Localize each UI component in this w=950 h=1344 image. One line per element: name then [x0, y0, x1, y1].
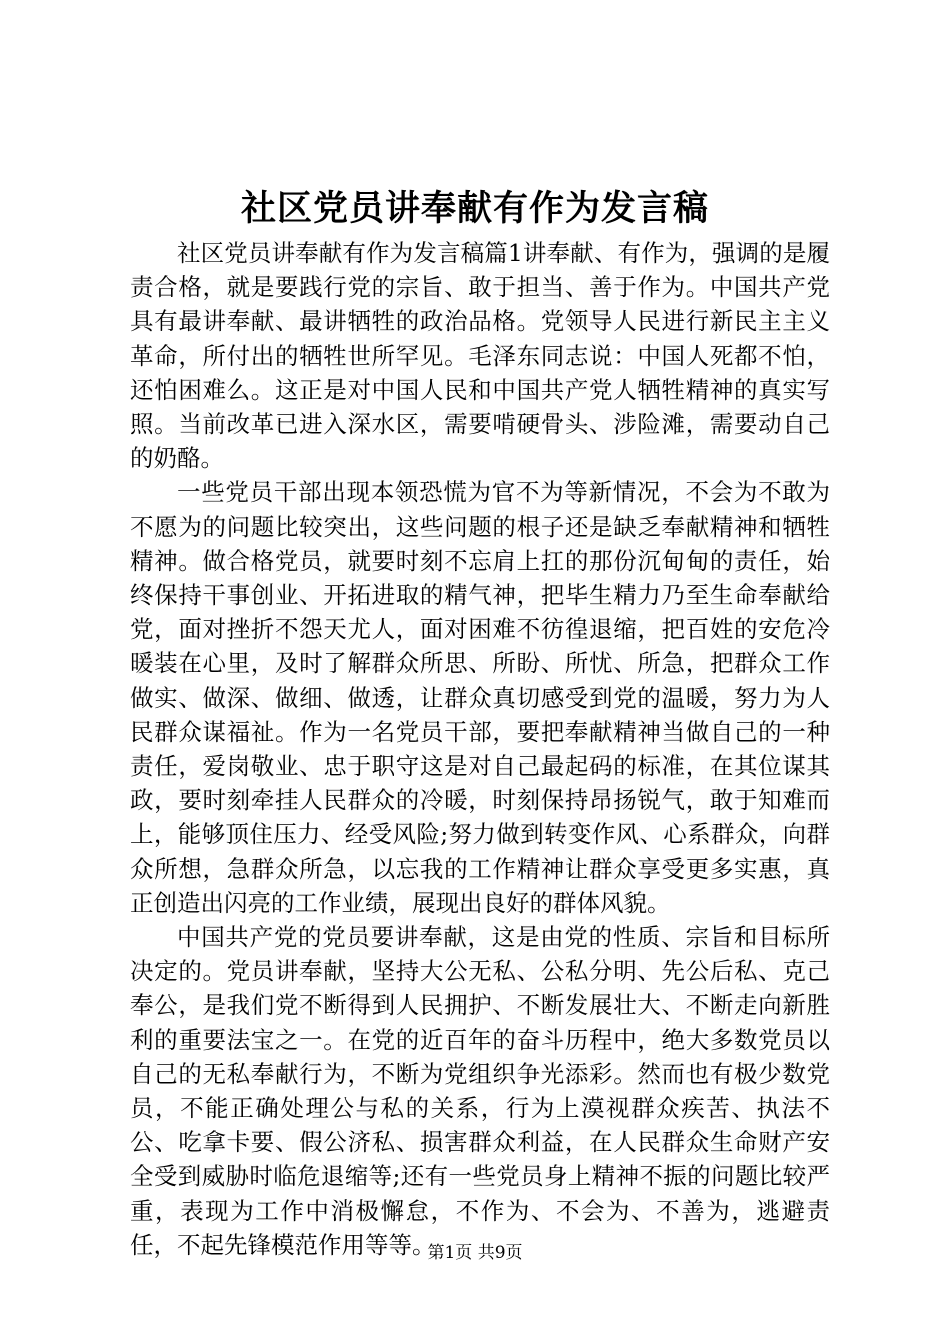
document-title: 社区党员讲奉献有作为发言稿	[240, 189, 709, 229]
document-body	[130, 236, 830, 1262]
body-paragraph-2: 一些党员干部出现本领恐慌为官不为等新情况，不会为不敢为不愿为的问题比较突出，这些问题的根子还是缺乏奉献精神和牺牲精神。做合格党员，就要时刻不忘肩上扛的那份沉甸甸的责任，始终保持干事创业、开拓进取的精气神，把毕生精力乃至生命奉献给党，面对挫折不怨天尤人，面对困难不彷徨退缩，把百姓的安危冷暖装在心里，及时了解群众所思、所盼、所忧、所急，把群众工作做实、做深、做细、做透，让群众真切感受到党的温暖，努力为人民群众谋福祉。作为一名党员干部，要把奉献精神当做自己的一种责任，爱岗敬业、忠于职守这是对自己最起码的标准，在其位谋其政，要时刻牵挂人民群众的冷暖，时刻保持昂扬锐气，敢于知难而上，能够顶住压力、经受风险;努力做到转变作风、心系群众，向群众所想，急群众所急，以忘我的工作精神让群众享受更多实惠，真正创造出闪亮的工作业绩，展现出良好的群体风貌。	[130, 478, 830, 917]
page-number-footer: 第1页 共9页	[427, 1243, 523, 1263]
body-paragraph-3: 中国共产党的党员要讲奉献，这是由党的性质、宗旨和目标所决定的。党员讲奉献，坚持大公无私、公私分明、先公后私、克己奉公，是我们党不断得到人民拥护、不断发展壮大、不断走向新胜利的重要法宝之一。在党的近百年的奋斗历程中，绝大多数党员以自己的无私奉献行为，不断为党组织争光添彩。然而也有极少数党员，不能正确处理公与私的关系，行为上漠视群众疾苦、执法不公、吃拿卡要、假公济私、损害群众利益，在人民群众生命财产安全受到威胁时临危退缩等;还有一些党员身上精神不振的问题比较严重，表现为工作中消极懈怠，不作为、不会为、不善为，逃避责任，不起先锋模范作用等等。	[130, 923, 830, 1259]
body-paragraph-1: 社区党员讲奉献有作为发言稿篇1讲奉献、有作为，强调的是履责合格，就是要践行党的宗旨、敢于担当、善于作为。中国共产党具有最讲奉献、最讲牺牲的政治品格。党领导人民进行新民主主义革命，所付出的牺牲世所罕见。毛泽东同志说：中国人死都不怕，还怕困难么。这正是对中国人民和中国共产党人牺牲精神的真实写照。当前改革已进入深水区，需要啃硬骨头、涉险滩，需要动自己的奶酪。	[130, 239, 830, 473]
